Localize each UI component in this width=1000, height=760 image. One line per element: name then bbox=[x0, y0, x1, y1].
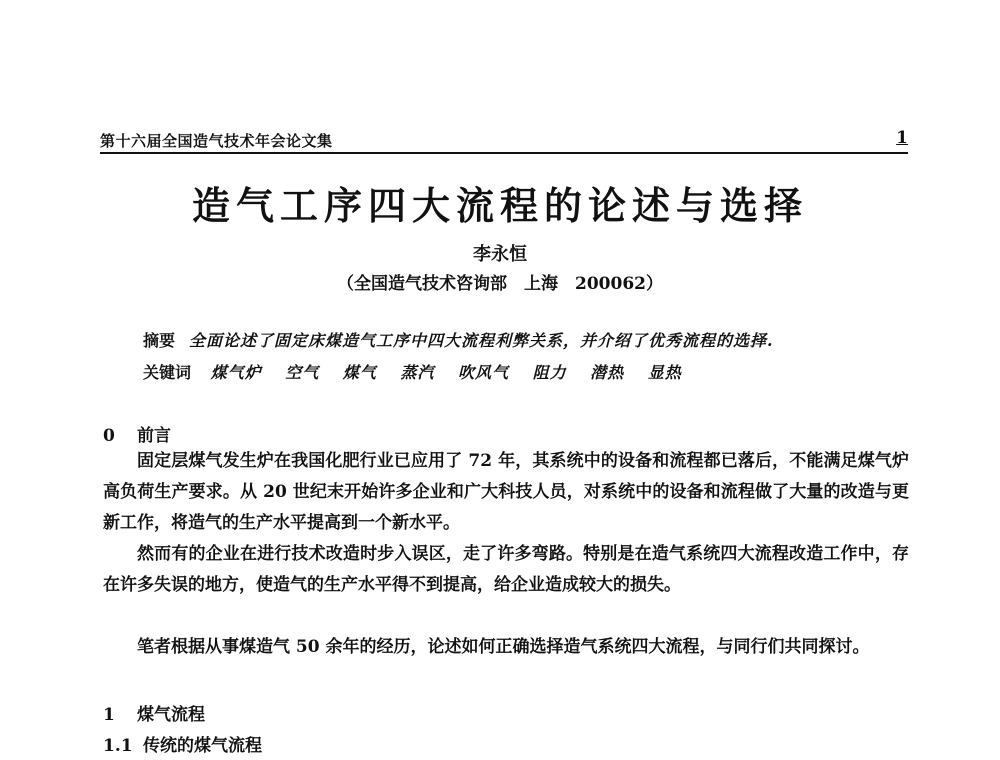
section-number: 0 bbox=[103, 426, 115, 446]
keyword: 吹风气 bbox=[457, 363, 509, 382]
subsection-title: 传统的煤气流程 bbox=[143, 736, 262, 756]
subsection-heading-1-1 bbox=[103, 731, 262, 756]
section-title: 煤气流程 bbox=[137, 705, 205, 725]
section-title: 前言 bbox=[137, 426, 171, 446]
abstract bbox=[143, 328, 774, 351]
subsection-number: 1.1 bbox=[103, 736, 133, 756]
keyword: 蒸汽 bbox=[400, 363, 435, 382]
running-header bbox=[100, 126, 908, 154]
keyword: 煤气炉 bbox=[210, 363, 262, 382]
keyword: 显热 bbox=[647, 363, 682, 382]
section-heading-1 bbox=[103, 700, 205, 725]
section-number: 1 bbox=[103, 705, 115, 725]
abstract-text: 全面论述了固定床煤造气工序中四大流程利弊关系，并介绍了优秀流程的选择. bbox=[189, 331, 774, 350]
section-heading-0 bbox=[103, 421, 171, 446]
page-number: 1 bbox=[896, 128, 908, 148]
author-affiliation: （全国造气技术咨询部 上海 200062） bbox=[337, 274, 663, 294]
keyword: 潜热 bbox=[590, 363, 625, 382]
author-name: 李永恒 bbox=[473, 244, 527, 265]
paragraph-detours: 然而有的企业在进行技术改造时步入误区，走了许多弯路。特别是在造气系统四大流程改造工作中，存在许多失误的地方，使造气的生产水平得不到提高，给企业造成较大的损失。 bbox=[103, 544, 909, 595]
journal-title: 第十六届全国造气技术年会论文集 bbox=[100, 132, 333, 150]
abstract-label: 摘要 bbox=[143, 331, 176, 350]
keywords-label: 关键词 bbox=[143, 363, 192, 382]
paper-title: 造气工序四大流程的论述与选择 bbox=[191, 183, 808, 228]
paragraph-purpose: 笔者根据从事煤造气 50 余年的经历，论述如何正确选择造气系统四大流程，与同行们共同探讨。 bbox=[137, 637, 870, 657]
keyword: 空气 bbox=[285, 363, 320, 382]
keyword: 煤气 bbox=[342, 363, 377, 382]
keywords bbox=[143, 360, 700, 383]
paragraph-intro: 固定层煤气发生炉在我国化肥行业已应用了 72 年，其系统中的设备和流程都已落后，不能满足煤气炉高负荷生产要求。从 20 世纪末开始许多企业和广大科技人员，对系统中的设备和流程做了大量的改造与更新工作，将造气的生产水平提高到一个新水平。 bbox=[103, 451, 909, 533]
keyword: 阻力 bbox=[532, 363, 567, 382]
